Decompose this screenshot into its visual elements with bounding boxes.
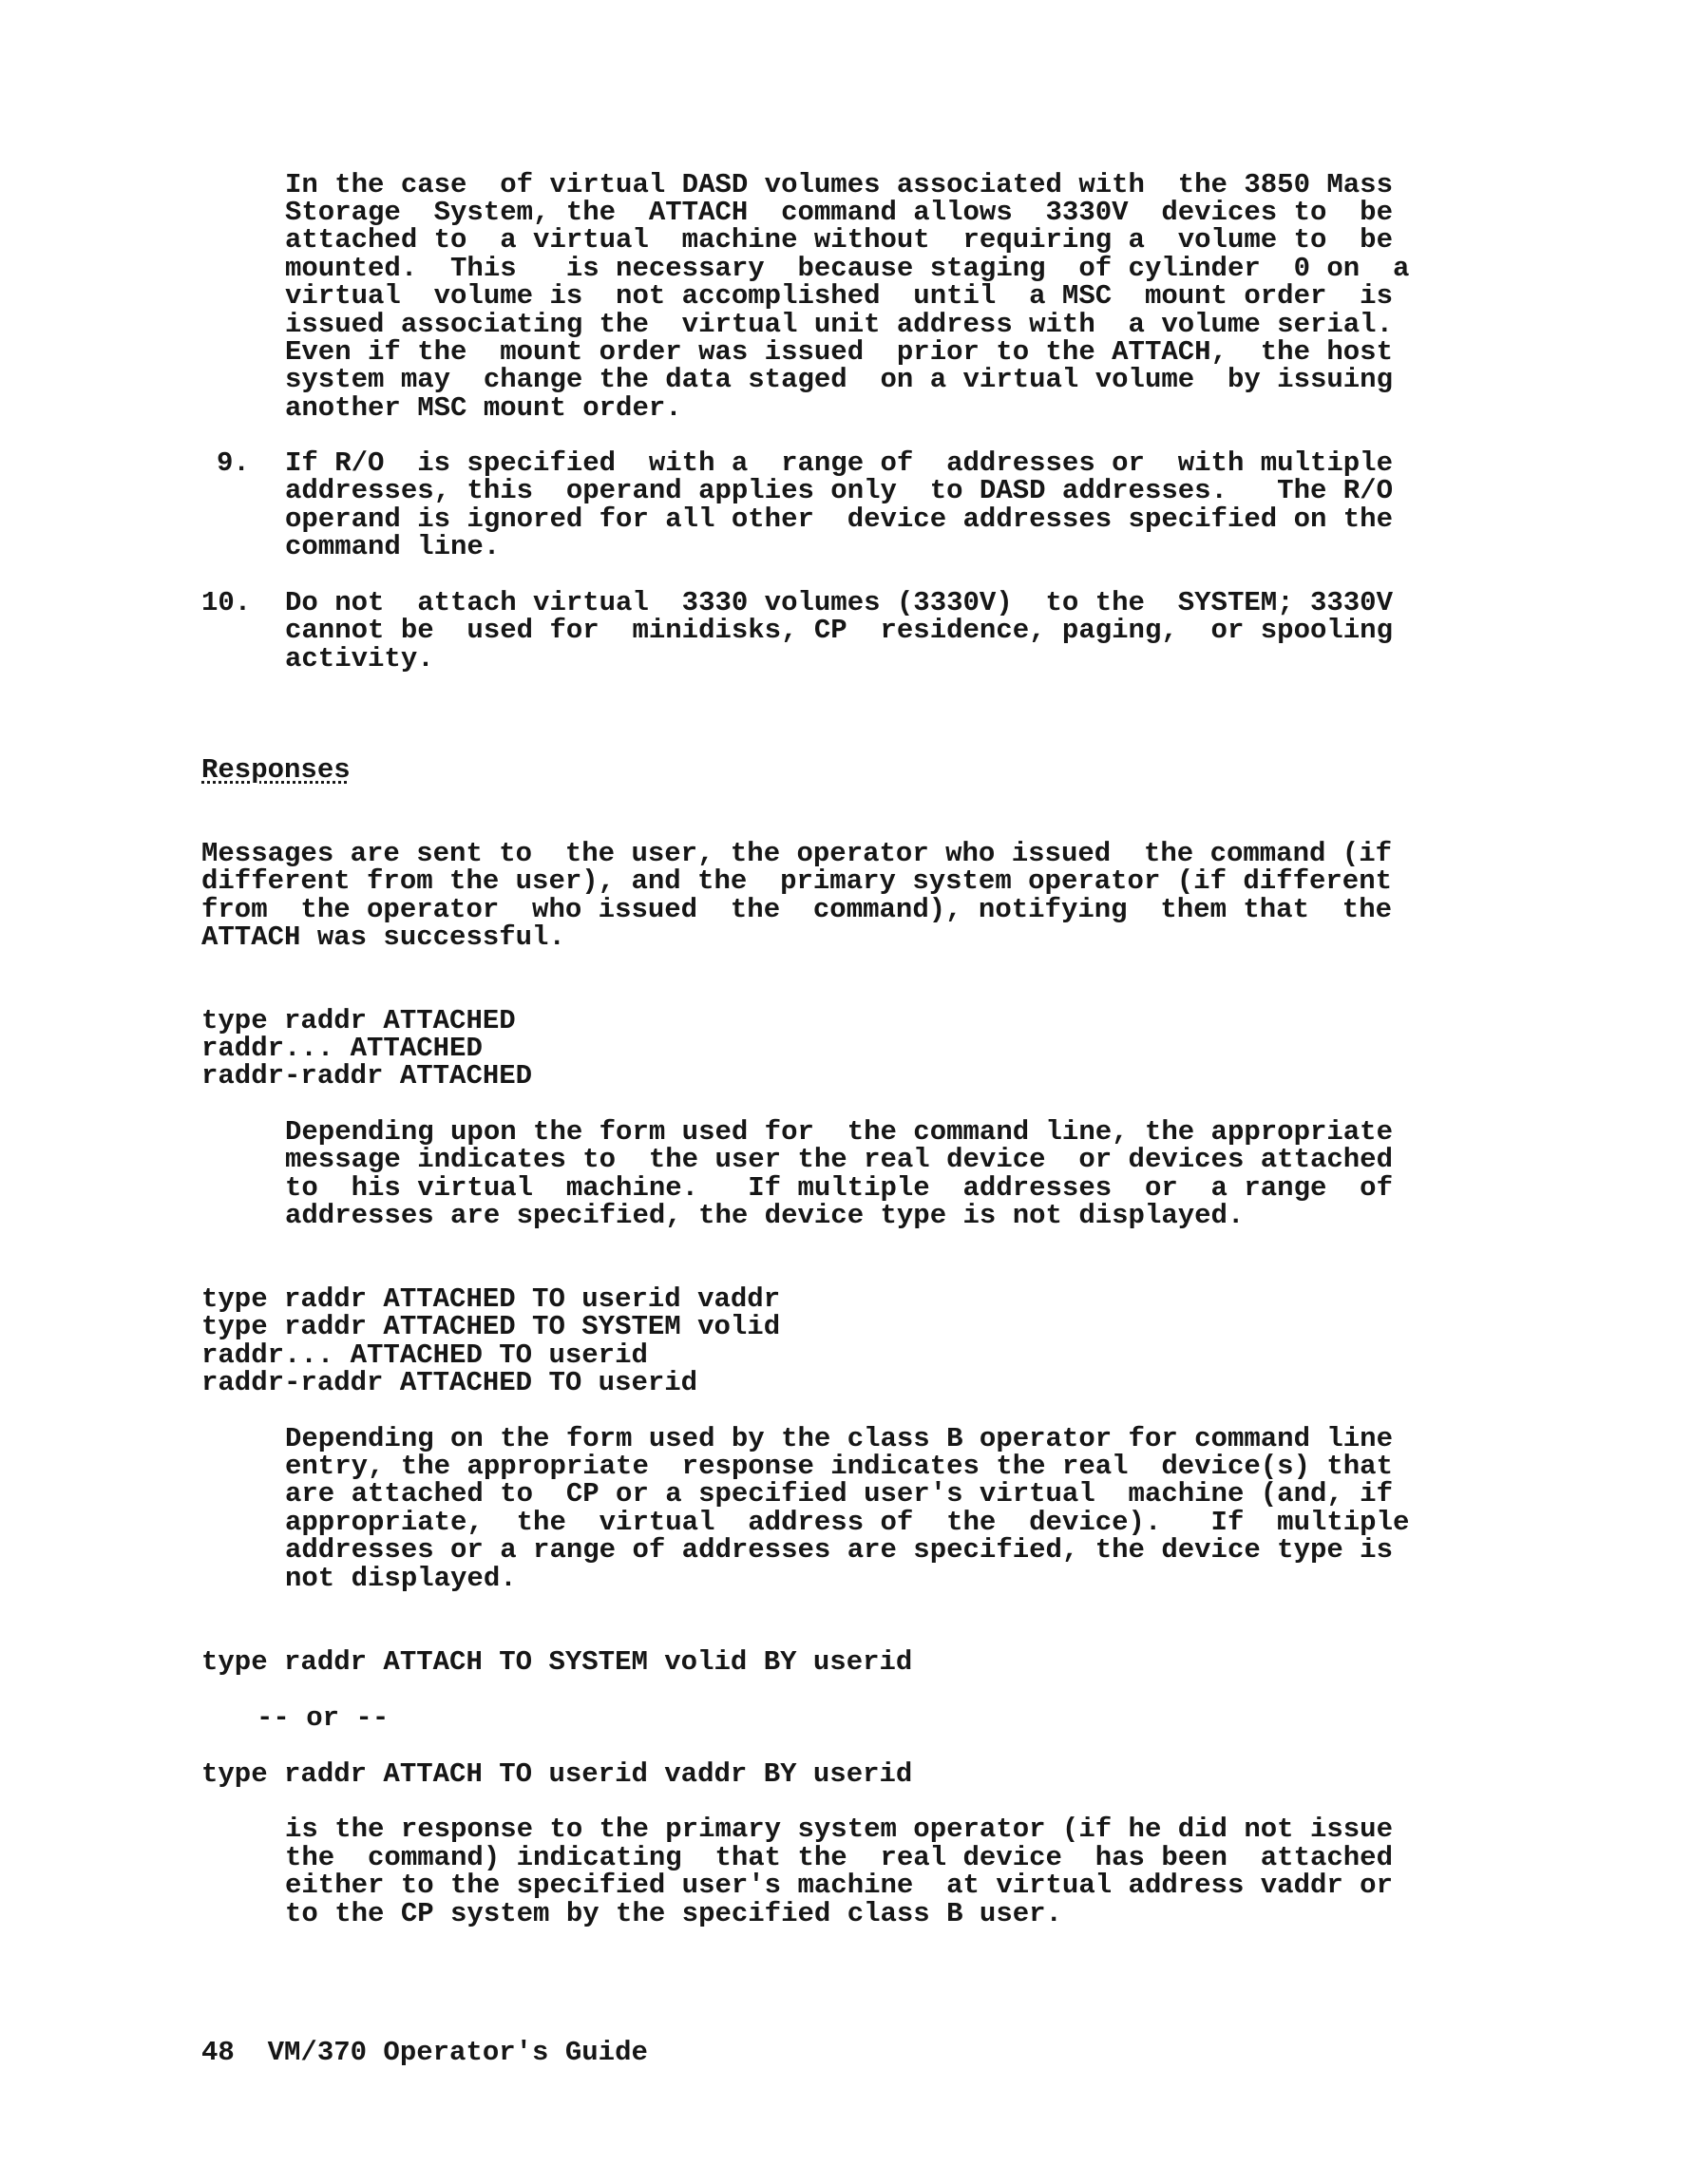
text-line: system may change the data staged on a virtual volume by issuing [285, 364, 1393, 395]
text-line: operand is ignored for all other device addresses specified on the [285, 503, 1393, 535]
page-footer: 48 VM/370 Operator's Guide [201, 2037, 648, 2068]
text-line: either to the specified user's machine at virtual address vaddr or [285, 1870, 1393, 1901]
text-line: mounted. This is necessary because staging of cylinder 0 on a [285, 253, 1410, 284]
text-line: are attached to CP or a specified user's virtual machine (and, if [285, 1478, 1393, 1510]
message-line: raddr-raddr ATTACHED [201, 1060, 533, 1092]
message-line: type raddr ATTACHED [201, 1005, 516, 1036]
text-line: message indicates to the user the real device or devices attached [285, 1144, 1393, 1175]
text-line: If R/O is specified with a range of addresses or with multiple [285, 447, 1393, 479]
text-line: Depending on the form used by the class B operator for command line [285, 1423, 1393, 1454]
section-heading: Responses [201, 754, 351, 786]
text-line: ATTACH was successful. [201, 921, 565, 953]
text-line: Do not attach virtual 3330 volumes (3330V) to the SYSTEM; 3330V [285, 587, 1393, 618]
text-line: from the operator who issued the command), notifying them that the [201, 894, 1393, 925]
text-line: Even if the mount order was issued prior to the ATTACH, the host [285, 336, 1393, 368]
text-line: not displayed. [285, 1563, 517, 1594]
text-line: addresses are specified, the device type is not displayed. [285, 1200, 1245, 1231]
message-line: type raddr ATTACH TO SYSTEM volid BY userid [201, 1646, 913, 1678]
text-line: Messages are sent to the user, the operator who issued the command (if [201, 838, 1393, 869]
text-line: issued associating the virtual unit address with a volume serial. [285, 309, 1393, 340]
text-line: another MSC mount order. [285, 392, 682, 424]
text-line: activity. [285, 643, 434, 674]
text-line: attached to a virtual machine without requiring a volume to be [285, 224, 1393, 256]
note-number: 9. [217, 447, 250, 479]
text-line: addresses, this operand applies only to DASD addresses. The R/O [285, 475, 1393, 506]
message-line: raddr-raddr ATTACHED TO userid [201, 1367, 698, 1398]
text-line: different from the user), and the primary system operator (if different [201, 865, 1393, 897]
text-line: command line. [285, 531, 501, 562]
text-line: the command) indicating that the real device has been attached [285, 1842, 1393, 1873]
text-line: to the CP system by the specified class B user. [285, 1898, 1062, 1929]
message-line: raddr... ATTACHED [201, 1033, 483, 1064]
text-line: entry, the appropriate response indicates the real device(s) that [285, 1451, 1393, 1482]
message-line: type raddr ATTACHED TO userid vaddr [201, 1283, 781, 1315]
text-line: appropriate, the virtual address of the device). If multiple [285, 1507, 1410, 1538]
text-line: addresses or a range of addresses are specified, the device type is [285, 1534, 1393, 1566]
text-line: Depending upon the form used for the command line, the appropriate [285, 1116, 1393, 1148]
note-number: 10. [201, 587, 252, 618]
text-line: is the response to the primary system operator (if he did not issue [285, 1814, 1393, 1845]
text-line: In the case of virtual DASD volumes associated with the 3850 Mass [285, 169, 1393, 200]
text-line: to his virtual machine. If multiple addresses or a range of [285, 1172, 1393, 1204]
message-line: type raddr ATTACHED TO SYSTEM volid [201, 1311, 781, 1342]
message-line: raddr... ATTACHED TO userid [201, 1339, 648, 1371]
or-separator: -- or -- [257, 1702, 390, 1734]
text-line: virtual volume is not accomplished until a MSC mount order is [285, 280, 1393, 312]
message-line: type raddr ATTACH TO userid vaddr BY userid [201, 1758, 913, 1790]
text-line: Storage System, the ATTACH command allows 3330V devices to be [285, 197, 1393, 228]
text-line: cannot be used for minidisks, CP residence, paging, or spooling [285, 615, 1393, 646]
